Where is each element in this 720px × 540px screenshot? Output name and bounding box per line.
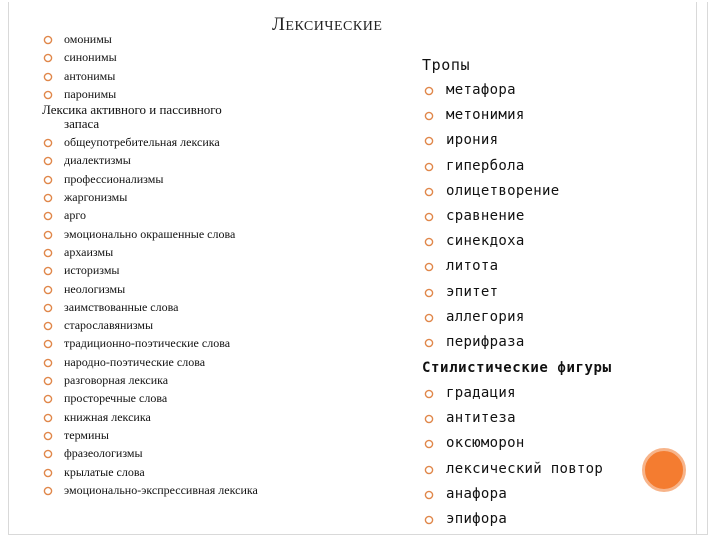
circle-bullet-icon xyxy=(43,193,53,203)
circle-bullet-icon xyxy=(43,394,53,404)
list-item xyxy=(42,334,422,352)
list-item-text: арго xyxy=(64,208,86,223)
list-item-text: эпифора xyxy=(446,511,508,527)
circle-bullet-icon xyxy=(43,53,53,63)
list-item-text: олицетворение xyxy=(446,182,560,199)
circle-bullet-icon xyxy=(43,230,53,240)
list-item-text: народно-поэтические слова xyxy=(64,354,206,369)
circle-bullet-icon xyxy=(424,237,434,247)
lexical-list xyxy=(42,30,422,499)
list-item-text: эмоционально окрашенные слова xyxy=(64,226,236,241)
circle-bullet-icon xyxy=(43,468,53,478)
trope-item xyxy=(422,254,662,279)
circle-bullet-icon xyxy=(43,449,53,459)
list-item-text: традиционно-поэтические слова xyxy=(64,336,231,351)
list-item-text: старославянизмы xyxy=(64,318,154,333)
circle-bullet-icon xyxy=(43,339,53,349)
circle-bullet-icon xyxy=(43,248,53,258)
list-item xyxy=(42,67,422,85)
figure-item xyxy=(422,406,662,431)
list-item-text: метафора xyxy=(446,82,516,98)
list-item xyxy=(42,85,422,103)
figure-item xyxy=(422,457,662,482)
trope-item xyxy=(422,179,662,204)
tropes-header: Тропы xyxy=(422,56,471,74)
circle-bullet-icon xyxy=(43,90,53,100)
figure-item xyxy=(422,507,662,532)
list-item xyxy=(42,261,422,279)
list-item xyxy=(42,170,422,188)
tropes-figures-column xyxy=(422,52,662,532)
list-item xyxy=(42,133,422,151)
list-item xyxy=(42,316,422,334)
list-item xyxy=(42,280,422,298)
list-item xyxy=(42,408,422,426)
list-item-text: антонимы xyxy=(64,68,116,83)
list-item xyxy=(42,206,422,224)
circle-bullet-icon xyxy=(43,376,53,386)
circle-bullet-icon xyxy=(43,156,53,166)
list-item xyxy=(42,48,422,66)
trope-item xyxy=(422,229,662,254)
list-item-text: синекдоха xyxy=(446,233,525,250)
title-rest: ЕКСИЧЕСКИЕ xyxy=(285,19,383,34)
list-item xyxy=(42,188,422,206)
list-item-text: диалектизмы xyxy=(64,153,131,168)
trope-item xyxy=(422,154,662,179)
list-item xyxy=(42,225,422,243)
circle-bullet-icon xyxy=(424,111,434,121)
list-item-text: разговорная лексика xyxy=(64,373,169,388)
trope-item xyxy=(422,78,662,103)
title-capital: Л xyxy=(272,14,286,35)
list-item-text: оксюморон xyxy=(446,435,525,452)
circle-bullet-icon xyxy=(43,413,53,423)
list-item-text: сравнение xyxy=(446,207,525,224)
circle-bullet-icon xyxy=(43,358,53,368)
circle-bullet-icon xyxy=(424,338,434,348)
circle-bullet-icon xyxy=(424,313,434,323)
list-item-text: жаргонизмы xyxy=(64,190,128,205)
list-item-text: просторечные слова xyxy=(64,391,168,406)
circle-bullet-icon xyxy=(43,72,53,82)
list-item-text: градация xyxy=(446,385,516,402)
list-item-text: фразеологизмы xyxy=(64,446,143,461)
trope-item xyxy=(422,128,662,153)
figure-item xyxy=(422,381,662,406)
circle-bullet-icon xyxy=(424,262,434,272)
list-item xyxy=(42,481,422,499)
figures-list xyxy=(422,381,662,532)
circle-bullet-icon xyxy=(43,303,53,313)
list-item-text: эпитет xyxy=(446,283,499,300)
circle-bullet-icon xyxy=(424,414,434,424)
list-item-text: крылатые слова xyxy=(64,464,145,479)
list-item-text: лексический повтор xyxy=(446,460,604,477)
list-item-text: гипербола xyxy=(446,157,525,174)
circle-bullet-icon xyxy=(43,431,53,441)
active-passive-header xyxy=(42,103,422,133)
circle-bullet-icon xyxy=(43,486,53,496)
list-item-text: эмоционально-экспрессивная лексика xyxy=(64,482,258,497)
list-item-text: общеупотребительная лексика xyxy=(64,135,220,150)
tropes-list xyxy=(422,78,662,355)
figures-header: Стилистические фигуры xyxy=(422,360,612,377)
list-item xyxy=(42,426,422,444)
list-item-text: заимствованные слова xyxy=(64,299,179,314)
circle-bullet-icon xyxy=(424,212,434,222)
trope-item xyxy=(422,330,662,355)
list-item xyxy=(42,151,422,169)
circle-bullet-icon xyxy=(43,138,53,148)
list-item-text: аллегория xyxy=(446,308,525,325)
circle-bullet-icon xyxy=(43,285,53,295)
list-item xyxy=(42,463,422,481)
list-item xyxy=(42,298,422,316)
list-item xyxy=(42,353,422,371)
list-item xyxy=(42,30,422,48)
figure-item xyxy=(422,482,662,507)
trope-item xyxy=(422,103,662,128)
header-line-2: запаса xyxy=(64,116,100,132)
trope-item xyxy=(422,280,662,305)
circle-bullet-icon xyxy=(424,515,434,525)
list-item-text: анафора xyxy=(446,485,508,502)
circle-bullet-icon xyxy=(43,175,53,185)
list-item-text: антитеза xyxy=(446,410,516,427)
circle-bullet-icon xyxy=(424,136,434,146)
list-item xyxy=(42,371,422,389)
figure-item xyxy=(422,431,662,456)
circle-bullet-icon xyxy=(424,439,434,449)
circle-bullet-icon xyxy=(424,86,434,96)
circle-bullet-icon xyxy=(424,288,434,298)
circle-bullet-icon xyxy=(424,389,434,399)
circle-bullet-icon xyxy=(424,187,434,197)
list-item-text: книжная лексика xyxy=(64,409,151,424)
circle-bullet-icon xyxy=(43,321,53,331)
list-item-text: перифраза xyxy=(446,333,525,350)
list-item xyxy=(42,243,422,261)
list-item-text: ирония xyxy=(446,132,499,149)
list-item xyxy=(42,389,422,407)
circle-bullet-icon xyxy=(43,266,53,276)
header-line-1: Лексика активного и пассивного xyxy=(42,102,222,118)
circle-bullet-icon xyxy=(424,162,434,172)
list-item-text: литота xyxy=(446,258,499,275)
list-item xyxy=(42,444,422,462)
list-item-text: метонимия xyxy=(446,107,525,124)
list-item-text: историзмы xyxy=(64,263,120,278)
trope-item xyxy=(422,305,662,330)
circle-bullet-icon xyxy=(43,211,53,221)
list-item-text: профессионализмы xyxy=(64,171,164,186)
list-item-text: омонимы xyxy=(64,32,112,46)
list-item-text: паронимы xyxy=(64,86,117,101)
slide-border-right xyxy=(696,2,697,535)
trope-item xyxy=(422,204,662,229)
circle-bullet-icon xyxy=(424,465,434,475)
list-item-text: архаизмы xyxy=(64,244,114,259)
circle-bullet-icon xyxy=(43,35,53,45)
decorative-orange-circle xyxy=(642,448,686,492)
circle-bullet-icon xyxy=(424,490,434,500)
list-item-text: неологизмы xyxy=(64,281,126,296)
list-item-text: синонимы xyxy=(64,50,117,65)
list-item-text: термины xyxy=(64,427,109,442)
